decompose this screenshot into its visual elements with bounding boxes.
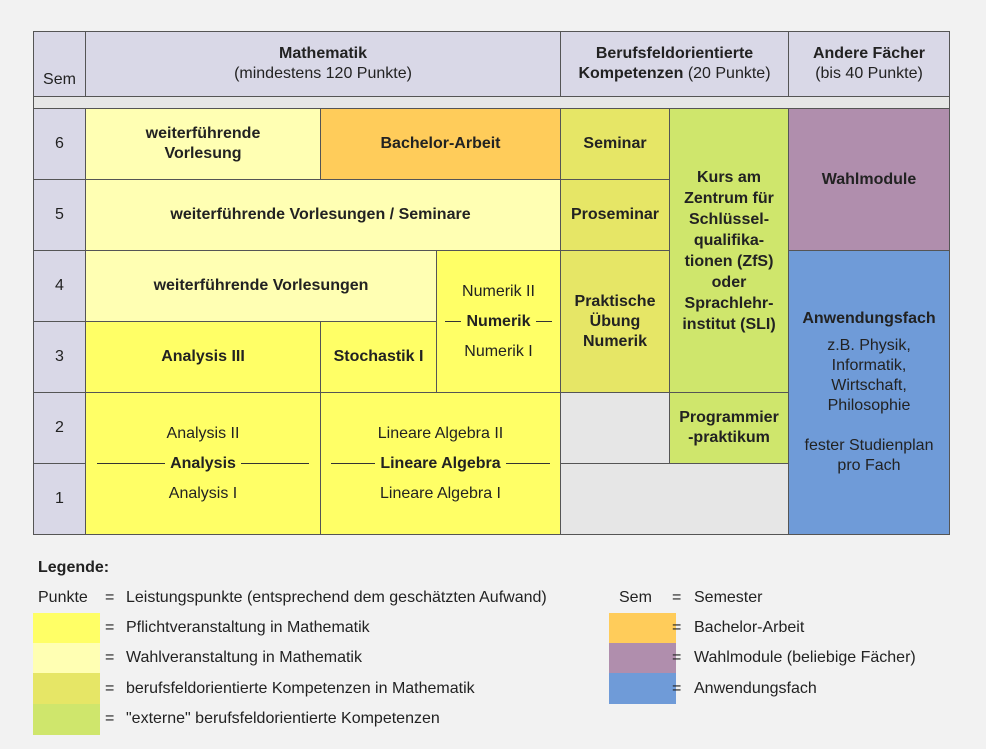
vorlesungen-seminare-cell [85,179,561,251]
programmier-line-2: -praktikum [688,429,770,446]
seminar-label: Seminar [583,135,647,152]
legend-swatch-bachelor [609,613,676,644]
legend-title: Legende: [38,559,110,576]
legend-eq: = [105,589,115,606]
semester-4-label: 4 [55,277,64,294]
semester-2 [33,392,86,464]
praktische-uebung-line-2: Übung [589,312,641,330]
legend-swatch-pflicht [33,613,100,644]
header-berufsfeld [560,31,789,97]
analysis-1-label: Analysis I [168,484,238,502]
kurs-line-3: Schlüssel- [688,210,770,228]
kurs-line-8: institut (SLI) [682,315,776,333]
lineare-algebra-cell [320,392,561,535]
legend-desc-wahl: Wahlveranstaltung in Mathematik [126,649,362,666]
anwendungsfach-title: Anwendungsfach [802,310,936,327]
legend-swatch-bfk-math [33,673,100,704]
anwendungsfach-note-2: pro Fach [837,457,901,474]
legend-eq: = [105,710,115,727]
praktische-uebung-line-3: Numerik [582,332,648,350]
semester-5-label: 5 [55,206,64,223]
semester-3 [33,321,86,393]
legend-eq: = [672,619,682,636]
legend-eq: = [672,589,682,606]
kurs-line-7: Sprachlehr- [684,294,774,312]
programmier-line-1: Programmier [679,409,779,426]
semester-1 [33,463,86,535]
legend-swatch-wahlmodule [609,643,676,674]
bfk-header-title: Berufsfeldorientierte [595,45,754,62]
legend-desc-bfk-math: berufsfeldorientierte Kompetenzen in Mathematik [126,680,475,697]
weiterfuehrende-vorlesung-line-2: Vorlesung [164,145,242,162]
legend-eq: = [672,649,682,666]
header-sem [33,31,86,97]
anwendungsfach-example-3: Wirtschaft, [831,377,907,394]
analysis-group-label: Analysis [170,454,236,472]
kurs-line-1: Kurs am [696,168,762,186]
legend-desc-pflicht: Pflichtveranstaltung in Mathematik [126,619,370,636]
bachelor-arbeit-cell [320,108,561,180]
semester-5 [33,179,86,251]
analysis-3-cell [85,321,321,393]
kurs-zfs-cell [669,108,789,393]
kurs-line-5: tionen (ZfS) [684,252,774,270]
semester-6 [33,108,86,180]
stochastik-1-label: Stochastik I [333,348,424,365]
anwendungsfach-note-1: fester Studienplan [804,437,934,454]
empty-cell-sem-1 [560,463,789,535]
legend-desc-wahlmodule: Wahlmodule (beliebige Fächer) [694,649,916,666]
weiterfuehrende-vorlesungen-label: weiterführende Vorlesungen [153,277,369,294]
kurs-line-6: oder [711,273,747,291]
bachelor-arbeit-label: Bachelor-Arbeit [380,135,501,152]
proseminar-cell [560,179,670,251]
lineare-algebra-2-label: Lineare Algebra II [377,424,504,442]
semester-2-label: 2 [55,419,64,436]
legend-sem-key: Sem [619,589,652,606]
bfk-header-subtitle: (20 Punkte) [687,65,771,82]
analysis-group-line [86,454,320,474]
legend-eq: = [105,649,115,666]
anwendungsfach-example-4: Philosophie [827,397,911,414]
legend-desc-bfk-extern: "externe" berufsfeldorientierte Kompetenzen [126,710,440,727]
empty-cell-sem-2 [560,392,670,464]
legend-swatch-anwendungsfach [609,673,676,704]
semester-6-label: 6 [55,135,64,152]
numerik-group-line [437,312,560,332]
weiterfuehrende-vorlesung-line-1: weiterführende [145,125,261,142]
legend-swatch-bfk-extern [33,704,100,735]
stochastik-1-cell [320,321,437,393]
numerik-group-label: Numerik [466,312,531,330]
kurs-line-2: Zentrum für [684,189,774,207]
praktische-uebung-line-1: Praktische [574,292,656,310]
numerik-cell [436,250,561,393]
legend-sem-desc: Semester [694,589,763,606]
legend-desc-bachelor: Bachelor-Arbeit [694,619,805,636]
header-andere-faecher [788,31,950,97]
legend-eq: = [105,680,115,697]
lineare-algebra-1-label: Lineare Algebra I [380,484,501,502]
numerik-1-label: Numerik I [464,342,533,360]
legend-eq: = [672,680,682,697]
programmierpraktikum-cell [669,392,789,464]
weiterfuehrende-vorlesungen-cell [85,250,437,322]
anwendungsfach-cell [788,250,950,535]
numerik-2-label: Numerik II [462,282,535,300]
semester-1-label: 1 [55,490,64,507]
sem-header-label: Sem [43,71,76,88]
header-mathematik [85,31,561,97]
praktische-uebung-cell [560,250,670,393]
lineare-algebra-group-label: Lineare Algebra [380,454,501,472]
bfk-header-title-2: Kompetenzen [578,65,684,82]
legend-punkte-key: Punkte [38,589,88,606]
other-header-subtitle: (bis 40 Punkte) [815,65,923,82]
semester-4 [33,250,86,322]
math-header-title: Mathematik [278,45,368,62]
legend-punkte-desc: Leistungspunkte (entsprechend dem geschätzten Aufwand) [126,589,547,606]
analysis-3-label: Analysis III [161,348,245,365]
wahlmodule-label: Wahlmodule [821,170,917,188]
legend-eq: = [105,619,115,636]
other-header-title: Andere Fächer [812,45,926,62]
math-header-subtitle: (mindestens 120 Punkte) [234,65,412,82]
kurs-line-4: qualifika- [693,231,765,249]
analysis-2-label: Analysis II [166,424,240,442]
legend-desc-anwendungsfach: Anwendungsfach [694,680,817,697]
anwendungsfach-example-2: Informatik, [831,357,907,374]
weiterfuehrende-vorlesung-cell [85,108,321,180]
wahlmodule-cell [788,108,950,251]
analysis-cell [85,392,321,535]
lineare-algebra-group-line [321,454,560,474]
vorlesungen-seminare-label: weiterführende Vorlesungen / Seminare [170,206,471,223]
seminar-cell [560,108,670,180]
legend-swatch-wahl [33,643,100,674]
semester-3-label: 3 [55,348,64,365]
proseminar-label: Proseminar [570,206,660,223]
anwendungsfach-example-1: z.B. Physik, [827,337,911,354]
